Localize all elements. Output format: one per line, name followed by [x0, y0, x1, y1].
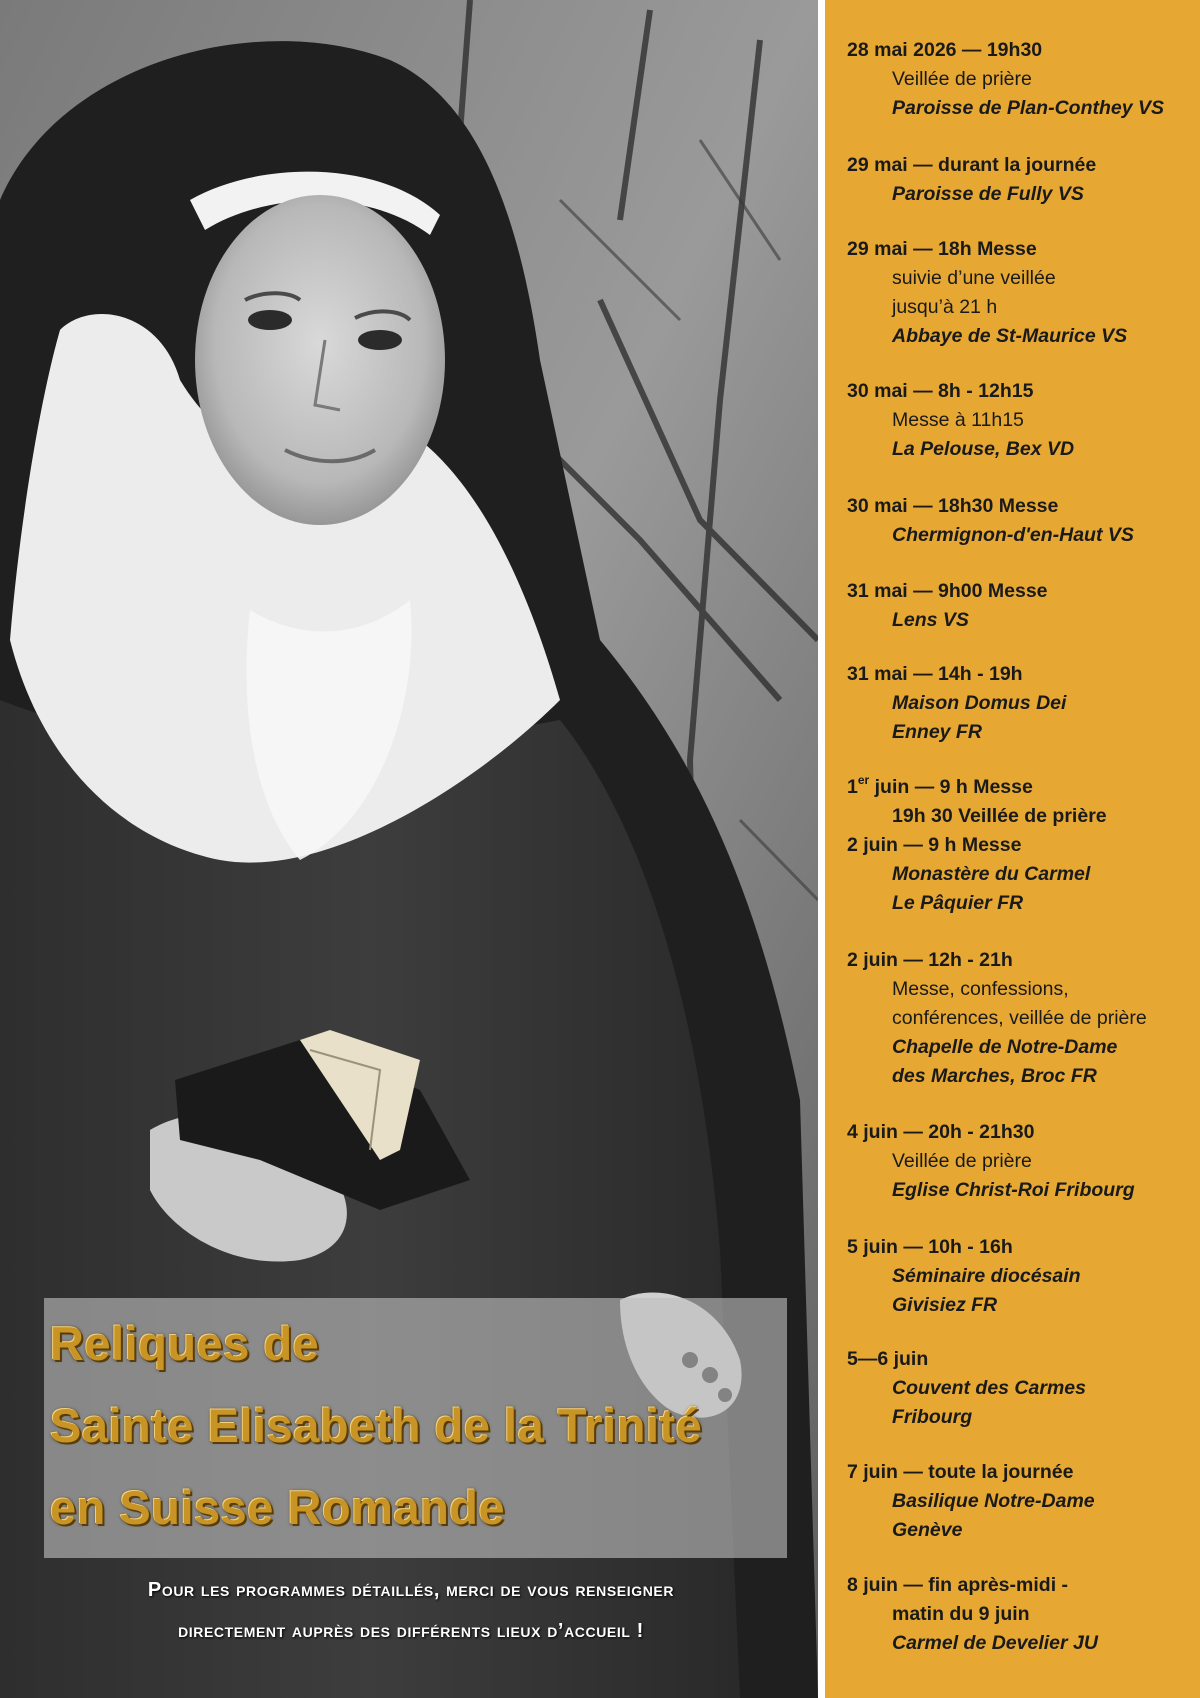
event-detail: Messe, confessions, — [892, 978, 1069, 1000]
event-heading: 2 juin — 12h - 21h — [847, 949, 1013, 971]
event-place: Monastère du Carmel — [892, 863, 1091, 885]
event-heading: 8 juin — fin après-midi - — [847, 1574, 1069, 1596]
event-9 — [847, 946, 1197, 1091]
event-2 — [847, 151, 1197, 209]
event-heading: 31 mai — 9h00 Messe — [847, 580, 1048, 602]
event-place: Séminaire diocésain — [892, 1265, 1081, 1287]
event-place: Le Pâquier FR — [892, 892, 1024, 914]
event-place: Fribourg — [892, 1406, 973, 1428]
event-place: Paroisse de Fully VS — [892, 183, 1084, 205]
event-place: Chermignon-d'en-Haut VS — [892, 524, 1134, 546]
event-place: Eglise Christ-Roi Fribourg — [892, 1179, 1135, 1201]
event-heading: 31 mai — 14h - 19h — [847, 663, 1023, 685]
event-8 — [847, 773, 1197, 918]
event-detail: matin du 9 juin — [892, 1603, 1030, 1625]
event-4 — [847, 377, 1197, 464]
event-detail: conférences, veillée de prière — [892, 1007, 1147, 1029]
event-13 — [847, 1458, 1197, 1545]
event-7 — [847, 660, 1197, 747]
event-14 — [847, 1571, 1197, 1658]
event-detail: Veillée de prière — [892, 1150, 1032, 1172]
event-6 — [847, 577, 1197, 635]
event-place: Chapelle de Notre-Dame — [892, 1036, 1118, 1058]
event-10 — [847, 1118, 1197, 1205]
schedule-panel — [818, 0, 1200, 1698]
event-place: La Pelouse, Bex VD — [892, 438, 1075, 460]
event-place: Enney FR — [892, 721, 982, 743]
event-place: Maison Domus Dei — [892, 692, 1067, 714]
event-place: Carmel de Develier JU — [892, 1632, 1098, 1654]
event-heading: 29 mai — durant la journée — [847, 154, 1097, 176]
event-heading: 5—6 juin — [847, 1348, 929, 1370]
info-note-line-1: Pour les programmes détaillés, merci de vous renseigner — [147, 1579, 675, 1601]
title-line-3: en Suisse Romande — [50, 1481, 506, 1534]
event-1 — [847, 36, 1197, 123]
event-heading: 30 mai — 18h30 Messe — [847, 495, 1059, 517]
event-heading: 5 juin — 10h - 16h — [847, 1236, 1013, 1258]
event-detail: Messe à 11h15 — [892, 409, 1024, 431]
event-heading: 28 mai 2026 — 19h30 — [847, 39, 1043, 61]
event-heading: 29 mai — 18h Messe — [847, 238, 1037, 260]
event-place: Abbaye de St-Maurice VS — [892, 325, 1128, 347]
event-place: Paroisse de Plan-Conthey VS — [892, 97, 1165, 119]
heading-day: 1 — [847, 776, 858, 798]
event-detail: suivie d’une veillée — [892, 267, 1056, 289]
heading-rest: juin — 9 h Messe — [869, 776, 1033, 798]
event-heading: 30 mai — 8h - 12h15 — [847, 380, 1034, 402]
title-line-2: Sainte Elisabeth de la Trinité — [50, 1399, 703, 1452]
event-heading-2: 19h 30 Veillée de prière — [892, 805, 1107, 827]
event-heading: 7 juin — toute la journée — [847, 1461, 1074, 1483]
event-12 — [847, 1345, 1197, 1432]
event-place: Lens VS — [892, 609, 969, 631]
event-heading-3: 2 juin — 9 h Messe — [847, 834, 1022, 856]
event-place: des Marches, Broc FR — [892, 1065, 1097, 1087]
title-banner — [44, 1298, 787, 1558]
event-11 — [847, 1233, 1197, 1320]
event-place: Basilique Notre-Dame — [892, 1490, 1095, 1512]
event-3 — [847, 235, 1197, 351]
event-heading — [847, 773, 1197, 802]
event-place: Genève — [892, 1519, 963, 1541]
event-detail: Veillée de prière — [892, 68, 1032, 90]
heading-ordinal: er — [857, 772, 870, 787]
event-detail: jusqu’à 21 h — [892, 296, 998, 318]
event-place: Givisiez FR — [892, 1294, 998, 1316]
event-place: Couvent des Carmes — [892, 1377, 1086, 1399]
event-5 — [847, 492, 1197, 550]
info-note-line-2: directement auprès des différents lieux d’accueil ! — [178, 1620, 644, 1642]
event-heading: 4 juin — 20h - 21h30 — [847, 1121, 1035, 1143]
title-line-1: Reliques de — [50, 1317, 320, 1370]
